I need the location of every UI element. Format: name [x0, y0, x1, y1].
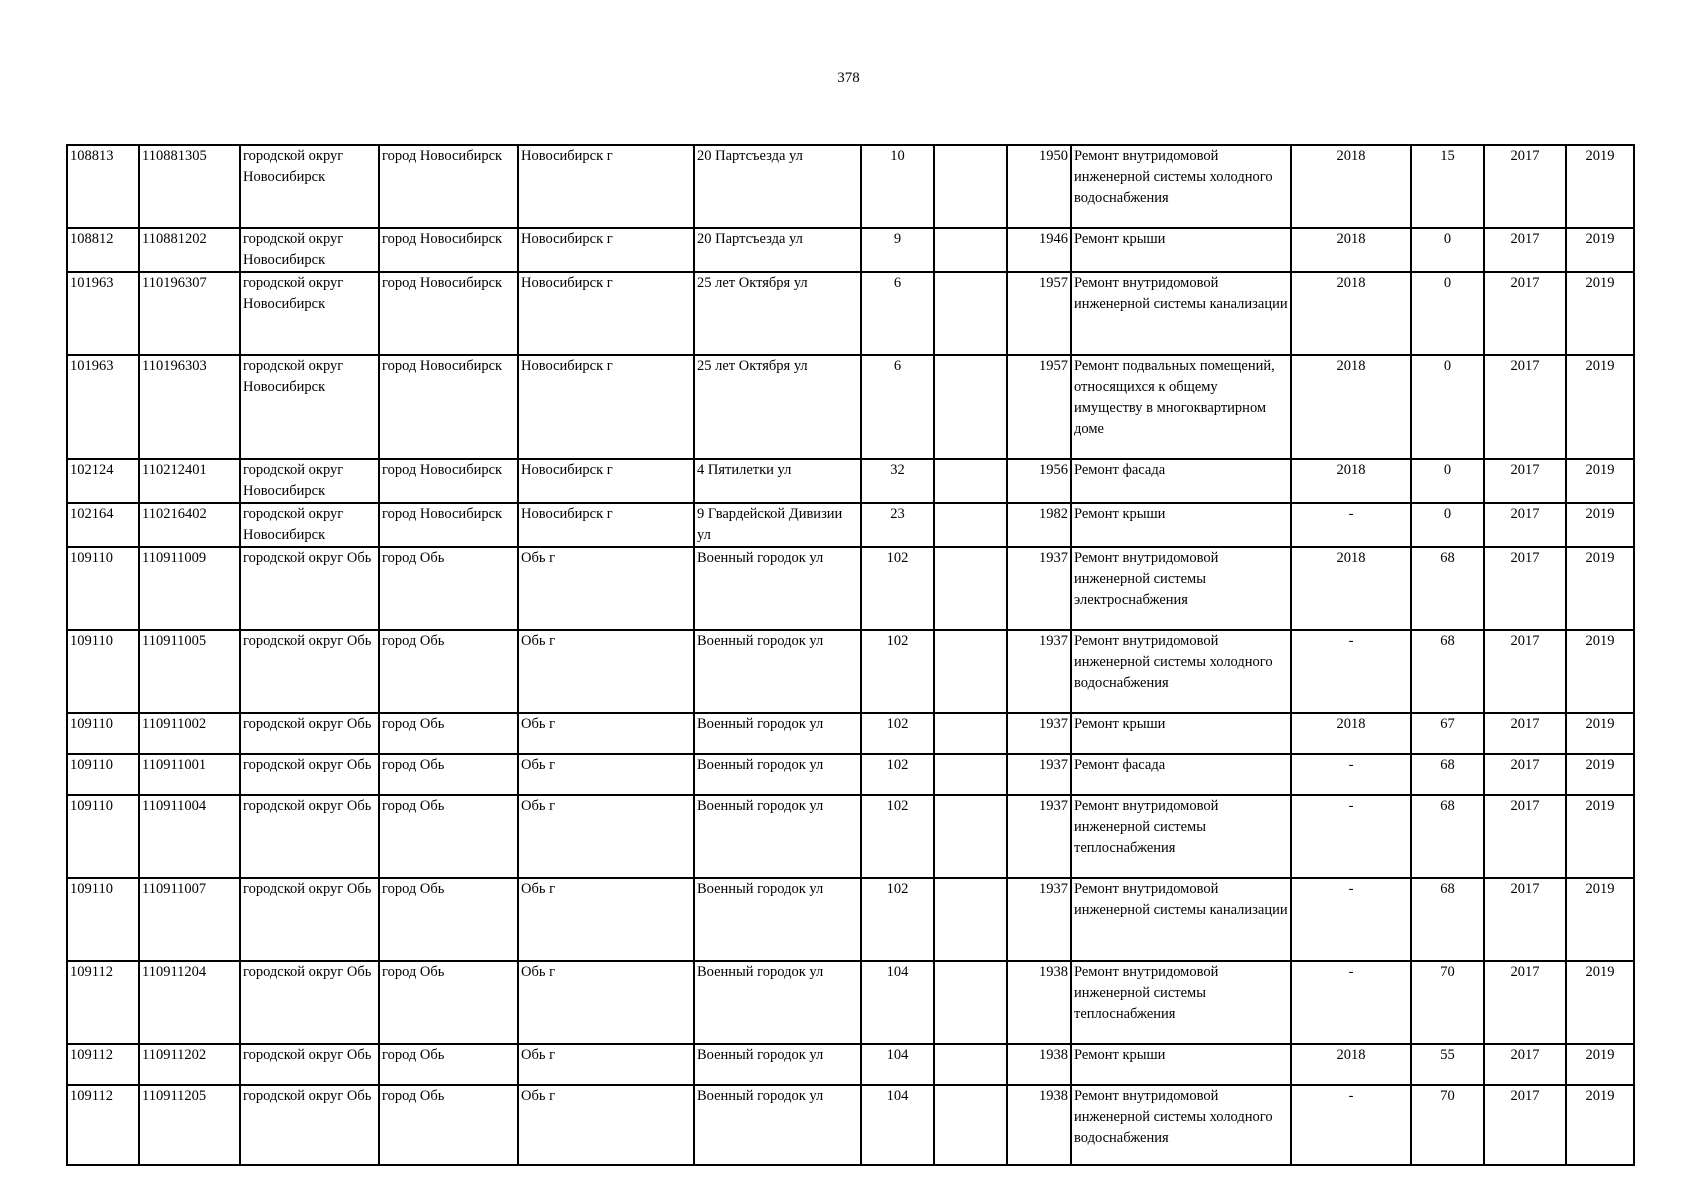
cell-object-code: 110911004 [139, 795, 240, 878]
cell-district: городской округ Обь [240, 878, 379, 961]
cell-wear: 70 [1411, 1085, 1484, 1165]
cell-house-id: 108812 [67, 228, 139, 272]
cell-end-year: 2019 [1566, 503, 1634, 547]
cell-locality: Обь г [518, 795, 694, 878]
cell-district: городской округ Обь [240, 1044, 379, 1085]
cell-house: 6 [861, 272, 934, 355]
cell-year-built: 1937 [1007, 713, 1071, 754]
cell-locality: Обь г [518, 878, 694, 961]
cell-house: 102 [861, 878, 934, 961]
cell-locality: Обь г [518, 961, 694, 1044]
table-row [67, 878, 1634, 961]
cell-object-code: 110212401 [139, 459, 240, 503]
cell-year-built: 1937 [1007, 754, 1071, 795]
cell-district: городской округ Новосибирск [240, 228, 379, 272]
cell-building [934, 145, 1007, 228]
cell-plan-year: 2018 [1291, 547, 1411, 630]
cell-locality: Обь г [518, 1044, 694, 1085]
page-number: 378 [837, 70, 860, 86]
cell-locality: Обь г [518, 713, 694, 754]
cell-house: 102 [861, 754, 934, 795]
cell-plan-year: 2018 [1291, 1044, 1411, 1085]
cell-street: 9 Гвардейской Дивизии ул [694, 503, 861, 547]
cell-house-id: 102124 [67, 459, 139, 503]
cell-end-year: 2019 [1566, 630, 1634, 713]
table-row [67, 228, 1634, 272]
cell-locality: Обь г [518, 630, 694, 713]
cell-settlement: город Обь [379, 961, 518, 1044]
cell-settlement: город Новосибирск [379, 145, 518, 228]
cell-year-built: 1956 [1007, 459, 1071, 503]
cell-house: 32 [861, 459, 934, 503]
cell-district: городской округ Новосибирск [240, 355, 379, 459]
cell-district: городской округ Обь [240, 630, 379, 713]
cell-house-id: 101963 [67, 272, 139, 355]
table-row [67, 630, 1634, 713]
cell-wear: 68 [1411, 547, 1484, 630]
cell-end-year: 2019 [1566, 459, 1634, 503]
cell-settlement: город Обь [379, 547, 518, 630]
cell-settlement: город Обь [379, 713, 518, 754]
cell-end-year: 2019 [1566, 713, 1634, 754]
cell-building [934, 878, 1007, 961]
cell-house: 104 [861, 961, 934, 1044]
cell-wear: 0 [1411, 503, 1484, 547]
cell-house: 9 [861, 228, 934, 272]
cell-start-year: 2017 [1484, 272, 1566, 355]
cell-settlement: город Новосибирск [379, 228, 518, 272]
cell-locality: Обь г [518, 547, 694, 630]
cell-year-built: 1982 [1007, 503, 1071, 547]
table-row [67, 355, 1634, 459]
cell-year-built: 1938 [1007, 1044, 1071, 1085]
cell-building [934, 1085, 1007, 1165]
cell-street: 4 Пятилетки ул [694, 459, 861, 503]
cell-building [934, 355, 1007, 459]
cell-locality: Новосибирск г [518, 145, 694, 228]
cell-house-id: 109110 [67, 630, 139, 713]
cell-house: 104 [861, 1044, 934, 1085]
cell-house-id: 101963 [67, 355, 139, 459]
cell-work-type: Ремонт крыши [1071, 228, 1291, 272]
cell-plan-year: - [1291, 878, 1411, 961]
cell-wear: 0 [1411, 355, 1484, 459]
cell-plan-year: 2018 [1291, 355, 1411, 459]
cell-object-code: 110881305 [139, 145, 240, 228]
cell-work-type: Ремонт внутридомовой инженерной системы холодного водоснабжения [1071, 145, 1291, 228]
cell-house: 10 [861, 145, 934, 228]
cell-house: 104 [861, 1085, 934, 1165]
cell-year-built: 1957 [1007, 355, 1071, 459]
cell-plan-year: - [1291, 503, 1411, 547]
cell-wear: 15 [1411, 145, 1484, 228]
cell-start-year: 2017 [1484, 547, 1566, 630]
cell-house-id: 109110 [67, 713, 139, 754]
cell-work-type: Ремонт крыши [1071, 713, 1291, 754]
cell-house: 102 [861, 547, 934, 630]
cell-locality: Новосибирск г [518, 228, 694, 272]
cell-object-code: 110911204 [139, 961, 240, 1044]
cell-work-type: Ремонт внутридомовой инженерной системы теплоснабжения [1071, 961, 1291, 1044]
cell-end-year: 2019 [1566, 145, 1634, 228]
cell-street: Военный городок ул [694, 630, 861, 713]
cell-district: городской округ Обь [240, 1085, 379, 1165]
cell-settlement: город Обь [379, 630, 518, 713]
cell-house-id: 109112 [67, 1044, 139, 1085]
table-row [67, 1085, 1634, 1165]
cell-end-year: 2019 [1566, 795, 1634, 878]
cell-plan-year: 2018 [1291, 459, 1411, 503]
cell-start-year: 2017 [1484, 145, 1566, 228]
cell-object-code: 110196307 [139, 272, 240, 355]
cell-year-built: 1938 [1007, 1085, 1071, 1165]
cell-locality: Обь г [518, 754, 694, 795]
cell-building [934, 1044, 1007, 1085]
cell-start-year: 2017 [1484, 503, 1566, 547]
cell-house: 6 [861, 355, 934, 459]
cell-start-year: 2017 [1484, 630, 1566, 713]
table-row [67, 459, 1634, 503]
cell-work-type: Ремонт внутридомовой инженерной системы теплоснабжения [1071, 795, 1291, 878]
cell-house: 102 [861, 795, 934, 878]
cell-locality: Новосибирск г [518, 355, 694, 459]
cell-object-code: 110911005 [139, 630, 240, 713]
table-row [67, 272, 1634, 355]
cell-start-year: 2017 [1484, 878, 1566, 961]
cell-building [934, 795, 1007, 878]
cell-wear: 0 [1411, 459, 1484, 503]
table-row [67, 503, 1634, 547]
cell-wear: 67 [1411, 713, 1484, 754]
cell-house-id: 108813 [67, 145, 139, 228]
cell-wear: 68 [1411, 630, 1484, 713]
cell-house-id: 109110 [67, 754, 139, 795]
repair-register-table [66, 144, 1635, 1166]
cell-end-year: 2019 [1566, 878, 1634, 961]
cell-district: городской округ Обь [240, 961, 379, 1044]
cell-plan-year: - [1291, 630, 1411, 713]
cell-start-year: 2017 [1484, 961, 1566, 1044]
table-row [67, 795, 1634, 878]
cell-house-id: 109110 [67, 795, 139, 878]
cell-start-year: 2017 [1484, 459, 1566, 503]
cell-year-built: 1957 [1007, 272, 1071, 355]
cell-end-year: 2019 [1566, 547, 1634, 630]
cell-house-id: 109112 [67, 961, 139, 1044]
cell-house-id: 109110 [67, 547, 139, 630]
cell-year-built: 1938 [1007, 961, 1071, 1044]
cell-street: Военный городок ул [694, 961, 861, 1044]
cell-house-id: 109110 [67, 878, 139, 961]
cell-plan-year: - [1291, 795, 1411, 878]
cell-settlement: город Новосибирск [379, 272, 518, 355]
cell-start-year: 2017 [1484, 1085, 1566, 1165]
cell-wear: 70 [1411, 961, 1484, 1044]
cell-plan-year: - [1291, 1085, 1411, 1165]
cell-house-id: 109112 [67, 1085, 139, 1165]
cell-district: городской округ Новосибирск [240, 272, 379, 355]
cell-plan-year: - [1291, 961, 1411, 1044]
cell-wear: 68 [1411, 754, 1484, 795]
cell-object-code: 110911202 [139, 1044, 240, 1085]
cell-street: Военный городок ул [694, 878, 861, 961]
cell-wear: 0 [1411, 272, 1484, 355]
cell-end-year: 2019 [1566, 961, 1634, 1044]
cell-building [934, 547, 1007, 630]
cell-street: Военный городок ул [694, 713, 861, 754]
table-row [67, 754, 1634, 795]
cell-plan-year: - [1291, 754, 1411, 795]
cell-object-code: 110911007 [139, 878, 240, 961]
cell-settlement: город Обь [379, 754, 518, 795]
cell-settlement: город Обь [379, 795, 518, 878]
cell-object-code: 110196303 [139, 355, 240, 459]
cell-locality: Новосибирск г [518, 272, 694, 355]
cell-house: 23 [861, 503, 934, 547]
cell-settlement: город Новосибирск [379, 503, 518, 547]
cell-object-code: 110216402 [139, 503, 240, 547]
cell-street: Военный городок ул [694, 1044, 861, 1085]
cell-work-type: Ремонт крыши [1071, 503, 1291, 547]
table-row [67, 961, 1634, 1044]
table-row [67, 713, 1634, 754]
cell-street: Военный городок ул [694, 1085, 861, 1165]
cell-wear: 68 [1411, 795, 1484, 878]
cell-object-code: 110911002 [139, 713, 240, 754]
cell-plan-year: 2018 [1291, 713, 1411, 754]
cell-district: городской округ Новосибирск [240, 459, 379, 503]
cell-settlement: город Новосибирск [379, 355, 518, 459]
cell-object-code: 110911001 [139, 754, 240, 795]
cell-district: городской округ Новосибирск [240, 145, 379, 228]
cell-locality: Обь г [518, 1085, 694, 1165]
cell-locality: Новосибирск г [518, 459, 694, 503]
cell-work-type: Ремонт фасада [1071, 459, 1291, 503]
cell-work-type: Ремонт внутридомовой инженерной системы электроснабжения [1071, 547, 1291, 630]
cell-year-built: 1937 [1007, 547, 1071, 630]
cell-work-type: Ремонт фасада [1071, 754, 1291, 795]
cell-object-code: 110911205 [139, 1085, 240, 1165]
table-row [67, 547, 1634, 630]
cell-street: Военный городок ул [694, 754, 861, 795]
cell-end-year: 2019 [1566, 754, 1634, 795]
cell-plan-year: 2018 [1291, 272, 1411, 355]
cell-start-year: 2017 [1484, 754, 1566, 795]
cell-work-type: Ремонт внутридомовой инженерной системы канализации [1071, 272, 1291, 355]
cell-building [934, 713, 1007, 754]
cell-end-year: 2019 [1566, 228, 1634, 272]
cell-year-built: 1937 [1007, 795, 1071, 878]
cell-end-year: 2019 [1566, 1044, 1634, 1085]
cell-house-id: 102164 [67, 503, 139, 547]
cell-locality: Новосибирск г [518, 503, 694, 547]
cell-object-code: 110911009 [139, 547, 240, 630]
cell-start-year: 2017 [1484, 713, 1566, 754]
cell-wear: 0 [1411, 228, 1484, 272]
cell-wear: 55 [1411, 1044, 1484, 1085]
cell-settlement: город Обь [379, 1044, 518, 1085]
cell-street: 20 Партсъезда ул [694, 228, 861, 272]
cell-district: городской округ Обь [240, 547, 379, 630]
cell-work-type: Ремонт подвальных помещений, относящихся к общему имуществу в многоквартирном доме [1071, 355, 1291, 459]
cell-settlement: город Обь [379, 878, 518, 961]
cell-street: Военный городок ул [694, 795, 861, 878]
cell-wear: 68 [1411, 878, 1484, 961]
cell-object-code: 110881202 [139, 228, 240, 272]
cell-building [934, 961, 1007, 1044]
cell-district: городской округ Обь [240, 754, 379, 795]
cell-plan-year: 2018 [1291, 145, 1411, 228]
cell-end-year: 2019 [1566, 272, 1634, 355]
cell-building [934, 272, 1007, 355]
cell-district: городской округ Обь [240, 795, 379, 878]
cell-year-built: 1946 [1007, 228, 1071, 272]
cell-start-year: 2017 [1484, 228, 1566, 272]
cell-street: 25 лет Октября ул [694, 272, 861, 355]
cell-building [934, 228, 1007, 272]
table-row [67, 1044, 1634, 1085]
cell-house: 102 [861, 630, 934, 713]
cell-building [934, 459, 1007, 503]
cell-year-built: 1950 [1007, 145, 1071, 228]
cell-street: 20 Партсъезда ул [694, 145, 861, 228]
cell-start-year: 2017 [1484, 795, 1566, 878]
cell-year-built: 1937 [1007, 630, 1071, 713]
cell-end-year: 2019 [1566, 355, 1634, 459]
table-row [67, 145, 1634, 228]
cell-district: городской округ Новосибирск [240, 503, 379, 547]
cell-work-type: Ремонт внутридомовой инженерной системы холодного водоснабжения [1071, 1085, 1291, 1165]
cell-street: 25 лет Октября ул [694, 355, 861, 459]
cell-street: Военный городок ул [694, 547, 861, 630]
cell-start-year: 2017 [1484, 355, 1566, 459]
cell-end-year: 2019 [1566, 1085, 1634, 1165]
cell-house: 102 [861, 713, 934, 754]
cell-year-built: 1937 [1007, 878, 1071, 961]
cell-district: городской округ Обь [240, 713, 379, 754]
cell-work-type: Ремонт внутридомовой инженерной системы канализации [1071, 878, 1291, 961]
cell-settlement: город Обь [379, 1085, 518, 1165]
cell-building [934, 754, 1007, 795]
cell-start-year: 2017 [1484, 1044, 1566, 1085]
cell-plan-year: 2018 [1291, 228, 1411, 272]
cell-work-type: Ремонт внутридомовой инженерной системы холодного водоснабжения [1071, 630, 1291, 713]
cell-settlement: город Новосибирск [379, 459, 518, 503]
cell-building [934, 630, 1007, 713]
cell-building [934, 503, 1007, 547]
cell-work-type: Ремонт крыши [1071, 1044, 1291, 1085]
